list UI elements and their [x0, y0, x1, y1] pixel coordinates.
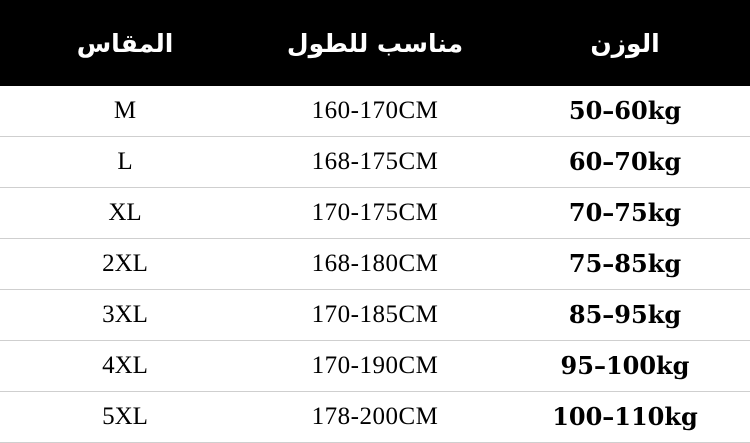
table-row: [0, 340, 750, 391]
cell-height: 170-190CM: [250, 340, 500, 391]
cell-size: 4XL: [0, 340, 250, 391]
table-body: [0, 86, 750, 443]
cell-weight: 60–70kg: [500, 136, 750, 187]
cell-height: 170-175CM: [250, 187, 500, 238]
cell-weight: 70–75kg: [500, 187, 750, 238]
column-header-height: مناسب للطول: [250, 0, 500, 86]
cell-weight: 50–60kg: [500, 86, 750, 136]
cell-weight: 75–85kg: [500, 238, 750, 289]
table-row: [0, 391, 750, 442]
table-header: [0, 0, 750, 86]
cell-size: L: [0, 136, 250, 187]
table-row: [0, 136, 750, 187]
cell-weight: 100–110kg: [500, 391, 750, 442]
cell-height: 168-175CM: [250, 136, 500, 187]
cell-size: XL: [0, 187, 250, 238]
cell-size: M: [0, 86, 250, 136]
cell-size: 3XL: [0, 289, 250, 340]
column-header-weight: الوزن: [500, 0, 750, 86]
cell-weight: 95–100kg: [500, 340, 750, 391]
cell-height: 168-180CM: [250, 238, 500, 289]
table-row: [0, 238, 750, 289]
cell-weight: 85–95kg: [500, 289, 750, 340]
cell-size: 2XL: [0, 238, 250, 289]
column-header-size: المقاس: [0, 0, 250, 86]
cell-size: 5XL: [0, 391, 250, 442]
table-header-row: [0, 0, 750, 86]
table-row: [0, 289, 750, 340]
cell-height: 170-185CM: [250, 289, 500, 340]
table-row: [0, 187, 750, 238]
table-row: [0, 86, 750, 136]
cell-height: 160-170CM: [250, 86, 500, 136]
cell-height: 178-200CM: [250, 391, 500, 442]
